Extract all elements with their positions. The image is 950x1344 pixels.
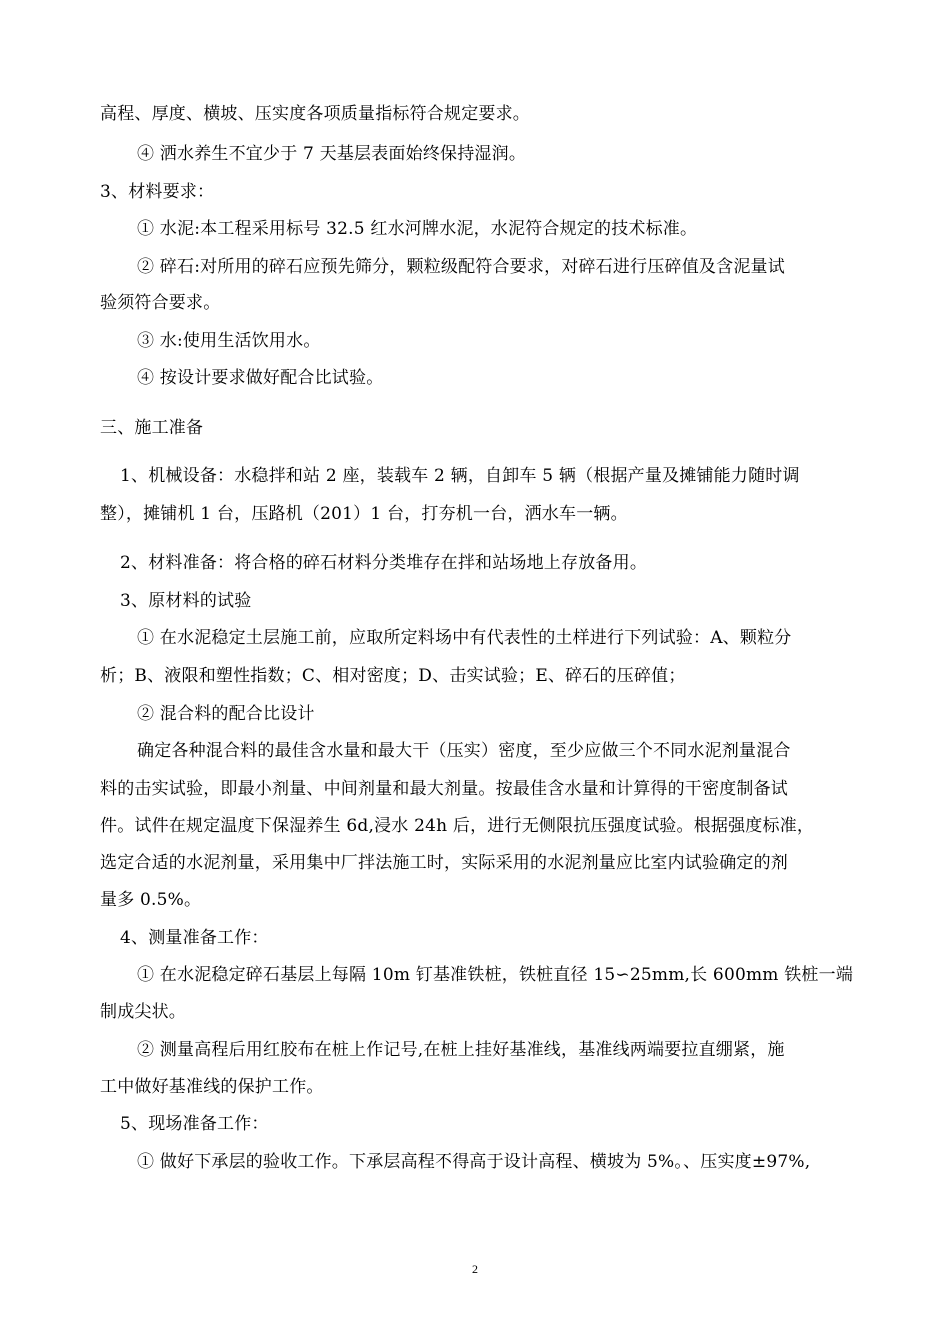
text-line: ④ 按设计要求做好配合比试验。 bbox=[137, 368, 384, 388]
text-line: ① 在水泥稳定土层施工前，应取所定料场中有代表性的土样进行下列试验：A、颗粒分 bbox=[137, 628, 792, 648]
text-line: ④ 洒水养生不宜少于 7 天基层表面始终保持湿润。 bbox=[137, 144, 527, 164]
text-line: ② 混合料的配合比设计 bbox=[137, 704, 315, 724]
text-line: 2、材料准备：将合格的碎石材料分类堆存在拌和站场地上存放备用。 bbox=[120, 553, 648, 573]
text-line: 料的击实试验，即最小剂量、中间剂量和最大剂量。按最佳含水量和计算得的干密度制备试 bbox=[100, 779, 788, 799]
text-line: ② 碎石:对所用的碎石应预先筛分，颗粒级配符合要求，对碎石进行压碎值及含泥量试 bbox=[137, 257, 785, 277]
section-heading: 三、施工准备 bbox=[100, 418, 204, 438]
text-line: ① 水泥:本工程采用标号 32.5 红水河牌水泥，水泥符合规定的技术标准。 bbox=[137, 219, 698, 239]
text-line: 3、原材料的试验 bbox=[120, 591, 252, 611]
text-line: 选定合适的水泥剂量，采用集中厂拌法施工时，实际采用的水泥剂量应比室内试验确定的剂 bbox=[100, 853, 788, 873]
text-line: 5、现场准备工作： bbox=[120, 1114, 269, 1134]
page-number: 2 bbox=[472, 1262, 478, 1276]
text-line: ① 在水泥稳定碎石基层上每隔 10m 钉基准铁桩，铁桩直径 15∽25mm,长 600mm 铁桩一端 bbox=[137, 965, 854, 985]
text-line: 整），摊铺机 1 台，压路机（201）1 台，打夯机一台，洒水车一辆。 bbox=[100, 504, 628, 524]
text-line: 量多 0.5%。 bbox=[100, 890, 202, 910]
text-line: 1、机械设备：水稳拌和站 2 座，装载车 2 辆，自卸车 5 辆（根据产量及摊铺能力随时调 bbox=[120, 466, 800, 486]
text-line: ② 测量高程后用红胶布在桩上作记号,在桩上挂好基准线，基准线两端要拉直绷紧，施 bbox=[137, 1040, 785, 1060]
text-line: 确定各种混合料的最佳含水量和最大干（压实）密度，至少应做三个不同水泥剂量混合 bbox=[137, 741, 791, 761]
text-line: ① 做好下承层的验收工作。下承层高程不得高于设计高程、横坡为 5%。、压实度±97%, bbox=[137, 1152, 811, 1172]
text-line: 3、材料要求： bbox=[100, 182, 215, 202]
text-line: 件。试件在规定温度下保湿养生 6d,浸水 24h 后，进行无侧限抗压强度试验。根据强度标准， bbox=[100, 816, 815, 836]
text-line: 4、测量准备工作： bbox=[120, 928, 269, 948]
text-line: 验须符合要求。 bbox=[100, 293, 221, 313]
text-line: 高程、厚度、横坡、压实度各项质量指标符合规定要求。 bbox=[100, 104, 530, 124]
text-line: 制成尖状。 bbox=[100, 1002, 186, 1022]
text-line: 工中做好基准线的保护工作。 bbox=[100, 1077, 324, 1097]
text-line: ③ 水:使用生活饮用水。 bbox=[137, 331, 321, 351]
text-line: 析；B、液限和塑性指数；C、相对密度；D、击实试验；E、碎石的压碎值； bbox=[100, 666, 686, 686]
